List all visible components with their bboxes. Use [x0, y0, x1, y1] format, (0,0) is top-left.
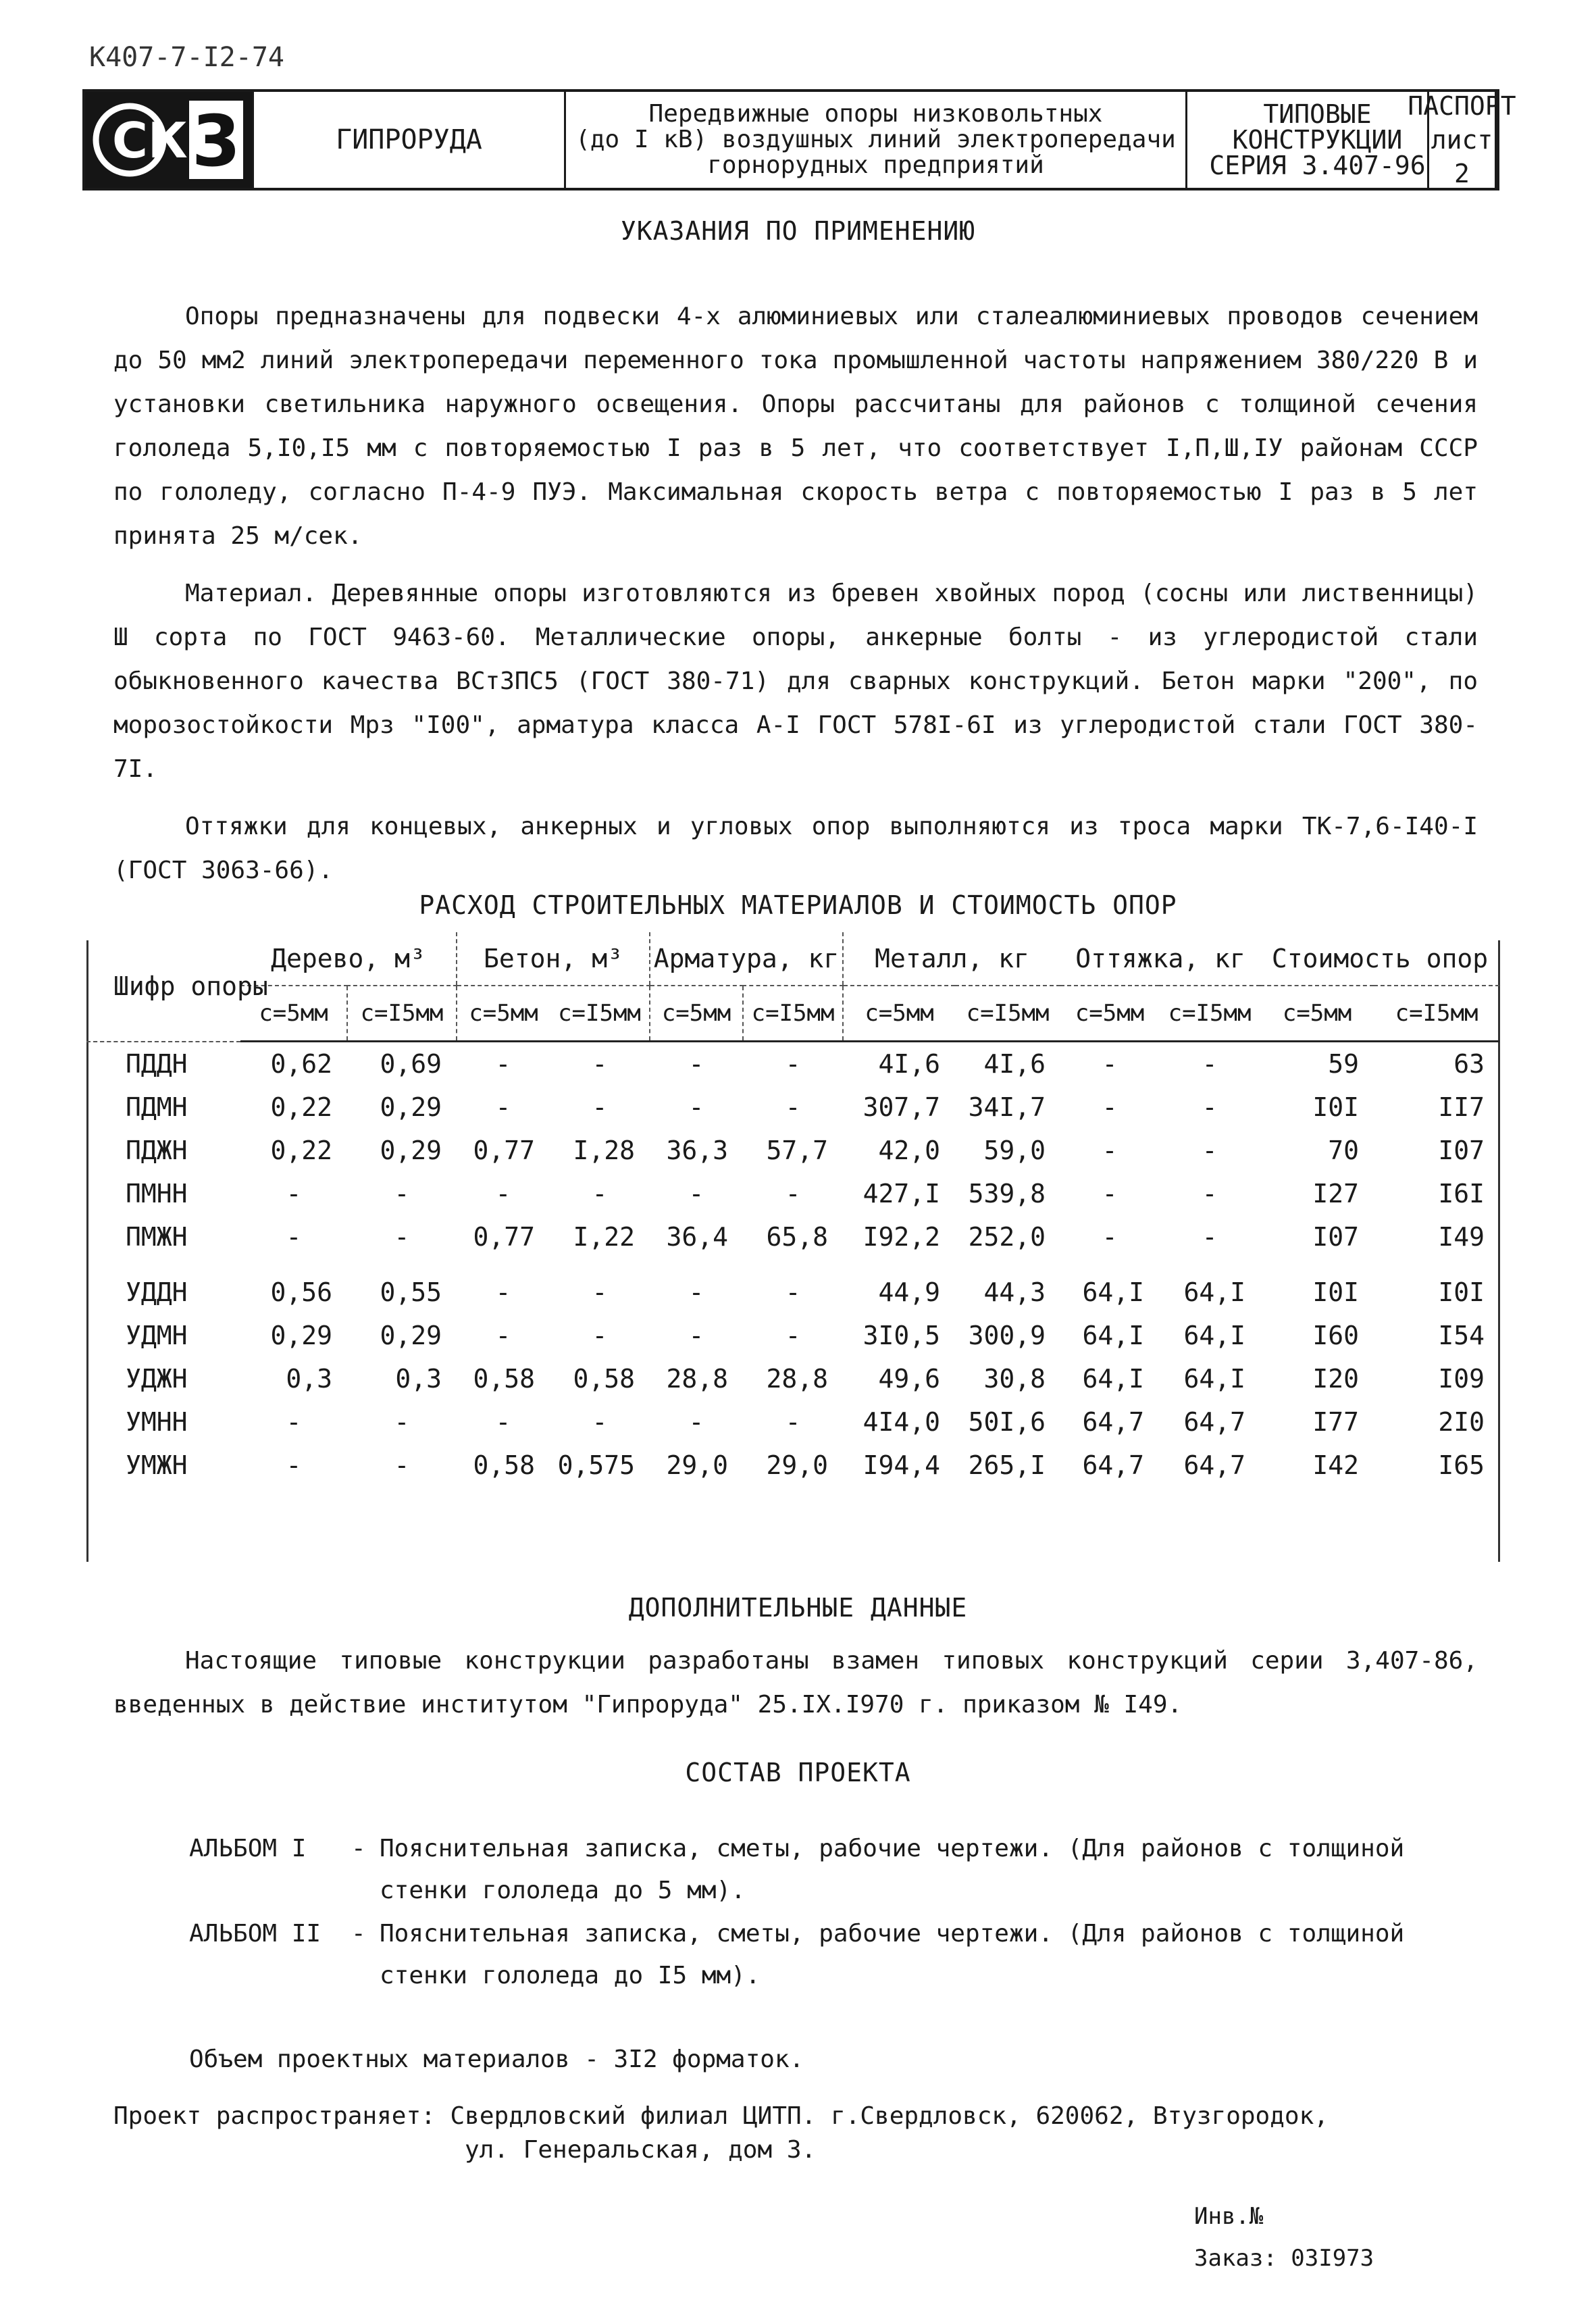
table-cell: -: [1202, 1049, 1218, 1079]
table-cell: -: [1202, 1222, 1218, 1252]
table-cell: -: [286, 1450, 302, 1480]
table-cell: 36,3: [666, 1136, 728, 1165]
table-cell: -: [495, 1277, 511, 1307]
subheader: c=5мм: [1060, 986, 1159, 1042]
table-cell: 0,29: [380, 1321, 442, 1350]
table-cell: 0,58: [573, 1364, 635, 1394]
table-cell: I07: [1312, 1222, 1360, 1252]
album-label: АЛЬБОМ I: [189, 1835, 307, 1862]
table-row: [86, 1259, 1499, 1314]
table-cell: 64,7: [1082, 1407, 1145, 1437]
table-cell: 3I0,5: [863, 1321, 941, 1350]
table-cell: 44,3: [983, 1277, 1046, 1307]
table-cell: 252,0: [968, 1222, 1046, 1252]
subheader: c=5мм: [457, 986, 550, 1042]
title-line: Передвижные опоры низковольтных: [648, 100, 1103, 128]
table-cell: 0,77: [473, 1136, 535, 1165]
table-cell: -: [592, 1179, 608, 1209]
table-cell: I42: [1312, 1450, 1360, 1480]
table-cell: I0I: [1438, 1277, 1485, 1307]
table-cell: I0I: [1312, 1092, 1360, 1122]
table-cell: 49,6: [878, 1364, 941, 1394]
group-header-wood: Дерево, м³: [240, 932, 457, 986]
table-cell: 44,9: [878, 1277, 941, 1307]
subheader: c=5мм: [1260, 986, 1374, 1042]
table-cell: 64,7: [1183, 1450, 1246, 1480]
album-item: [189, 1913, 1479, 1997]
subheader: c=I5мм: [743, 986, 843, 1042]
group-header-concrete: Бетон, м³: [457, 932, 650, 986]
album-separator: -: [351, 1835, 366, 1862]
table-cell: 4I4,0: [863, 1407, 941, 1437]
table-cell: I20: [1312, 1364, 1360, 1394]
subheader: c=I5мм: [550, 986, 650, 1042]
support-code: УДМН: [126, 1321, 188, 1350]
logo-letters: СК: [111, 112, 188, 169]
table-cell: 0,58: [473, 1450, 535, 1480]
album-description: Пояснительная записка, сметы, рабочие чертежи. (Для районов с толщиной стенки гололеда до I5 мм).: [380, 1920, 1405, 1989]
usage-paragraph: Опоры предназначены для подвески 4-х алюминиевых или сталеалюминиевых проводов сечением до 50 мм2 линий электропередачи переменного тока промышленной частоты напряжением 380/220 В и установки светильника наружного освещения. Опоры рассчитаны для районов с толщиной сечения гололеда 5,I0,I5 мм с повторяемостью I раз в 5 лет, что соответствует I,П,Ш,IУ районам СССР по гололеду, согласно П-4-9 ПУЭ. Максимальная скорость ветра с повторяемостью I раз в 5 лет принята 25 м/сек.: [113, 303, 1478, 550]
subheader: c=5мм: [650, 986, 743, 1042]
table-row: [86, 1042, 1499, 1086]
table-cell: 64,7: [1082, 1450, 1145, 1480]
series-line: СЕРИЯ 3.407-96: [1209, 151, 1426, 180]
table-cell: -: [495, 1179, 511, 1209]
table-cell: 29,0: [666, 1450, 728, 1480]
table-cell: II7: [1438, 1092, 1485, 1122]
table-cell: -: [1102, 1049, 1118, 1079]
table-cell: -: [785, 1049, 801, 1079]
logo-number: 3: [191, 100, 240, 182]
table-cell: 50I,6: [968, 1407, 1046, 1437]
table-cell: 29,0: [766, 1450, 829, 1480]
sheet-info: [1408, 91, 1516, 188]
table-cell: 64,I: [1082, 1321, 1145, 1350]
table-cell: I54: [1438, 1321, 1485, 1350]
table-cell: -: [1202, 1092, 1218, 1122]
table-cell: 30,8: [983, 1364, 1046, 1394]
table-cell: -: [688, 1049, 704, 1079]
table-cell: -: [394, 1222, 410, 1252]
table-cell: -: [1102, 1222, 1118, 1252]
table-cell: 0,62: [270, 1049, 332, 1079]
table-cell: I92,2: [863, 1222, 941, 1252]
table-cell: I0I: [1312, 1277, 1360, 1307]
table-row: [86, 1444, 1499, 1487]
subheader: c=I5мм: [1374, 986, 1499, 1042]
table-cell: 0,3: [395, 1364, 442, 1394]
organization: ГИПРОРУДА: [254, 92, 566, 188]
title-line: горнорудных предприятий: [707, 151, 1044, 179]
table-cell: 0,29: [380, 1136, 442, 1165]
support-code: ПМЖН: [126, 1222, 188, 1252]
table-cell: -: [1102, 1179, 1118, 1209]
inventory-label: Инв.№: [1194, 2203, 1264, 2230]
table-cell: 28,8: [766, 1364, 829, 1394]
album-description: Пояснительная записка, сметы, рабочие чертежи. (Для районов с толщиной стенки гололеда до 5 мм).: [380, 1835, 1405, 1904]
table-cell: 4I,6: [983, 1049, 1046, 1079]
usage-heading: УКАЗАНИЯ ПО ПРИМЕНЕНИЮ: [620, 216, 976, 246]
table-cell: 0,3: [286, 1364, 332, 1394]
table-cell: I60: [1312, 1321, 1360, 1350]
table-cell: 0,69: [380, 1049, 442, 1079]
subheader: c=5мм: [240, 986, 347, 1042]
distribution-info: [113, 2100, 1329, 2167]
table-cell: 0,58: [473, 1364, 535, 1394]
table-cell: 0,55: [380, 1277, 442, 1307]
group-header-rebar: Арматура, кг: [650, 932, 843, 986]
table-cell: I27: [1312, 1179, 1360, 1209]
sk-logo-icon: [88, 93, 250, 187]
series-line: КОНСТРУКЦИИ: [1232, 125, 1403, 155]
table-cell: 59: [1328, 1049, 1360, 1079]
table-cell: 0,77: [473, 1222, 535, 1252]
table-cell: -: [785, 1277, 801, 1307]
table-cell: 64,I: [1082, 1277, 1145, 1307]
subheader: c=5мм: [843, 986, 955, 1042]
series: [1187, 92, 1429, 188]
table-cell: -: [286, 1179, 302, 1209]
title-line: (до I кВ) воздушных линий электропередачи: [575, 126, 1176, 153]
usage-text: [113, 295, 1478, 892]
table-cell: 0,56: [270, 1277, 332, 1307]
table-row: [86, 1400, 1499, 1444]
table-cell: -: [1202, 1136, 1218, 1165]
table-cell: 42,0: [878, 1136, 941, 1165]
order-number: Заказ: 03I973: [1194, 2245, 1374, 2272]
table-cell: -: [785, 1179, 801, 1209]
table-cell: -: [592, 1092, 608, 1122]
table-cell: -: [495, 1321, 511, 1350]
table-cell: 539,8: [968, 1179, 1046, 1209]
table-cell: I49: [1438, 1222, 1485, 1252]
support-code: УМНН: [126, 1407, 188, 1437]
table-cell: 0,22: [270, 1136, 332, 1165]
album-label: АЛЬБОМ II: [189, 1920, 321, 1948]
table-cell: 307,7: [863, 1092, 941, 1122]
table-cell: 0,29: [380, 1092, 442, 1122]
table-cell: 59,0: [983, 1136, 1046, 1165]
table-cell: 63: [1453, 1049, 1485, 1079]
table-cell: -: [286, 1222, 302, 1252]
table-row: [86, 1172, 1499, 1215]
table-cell: -: [394, 1407, 410, 1437]
table-row: [86, 1357, 1499, 1400]
additional-text: [113, 1639, 1478, 1727]
table-cell: 265,I: [968, 1450, 1046, 1480]
distribution-line: Проект распространяет: Свердловский филиал ЦИТП. г.Свердловск, 620062, Втузгородок,: [113, 2102, 1329, 2130]
table-cell: I09: [1438, 1364, 1485, 1394]
subheader: c=I5мм: [347, 986, 457, 1042]
table-cell: 36,4: [666, 1222, 728, 1252]
table-cell: 0,575: [557, 1450, 635, 1480]
table-cell: 2I0: [1438, 1407, 1485, 1437]
sheet-number: лист 2: [1431, 125, 1493, 188]
table-cell: -: [495, 1407, 511, 1437]
table-cell: -: [592, 1321, 608, 1350]
table-cell: -: [495, 1092, 511, 1122]
document-code: К407-7-I2-74: [89, 42, 284, 73]
support-code: УДДН: [126, 1277, 188, 1307]
table-cell: 64,I: [1183, 1364, 1246, 1394]
support-code: ПДМН: [126, 1092, 188, 1122]
table-cell: -: [1102, 1136, 1118, 1165]
code-header: Шифр опоры: [86, 932, 240, 1042]
table-cell: 64,I: [1183, 1277, 1246, 1307]
table-cell: I77: [1312, 1407, 1360, 1437]
distribution-line: ул. Генеральская, дом 3.: [465, 2136, 817, 2164]
document-title: [566, 92, 1187, 188]
table-cell: -: [688, 1179, 704, 1209]
usage-paragraph: Материал. Деревянные опоры изготовляются из бревен хвойных пород (сосны или лиственницы) Ш сорта по ГОСТ 9463-60. Металлические опоры, анкерные болты - из углеродистой стали обыкновенного качества ВСтЗПС5 (ГОСТ 380-71) для сварных конструкций. Бетон марки "200", по морозостойкости Мрз "I00", арматура класса А-I ГОСТ 578I-6I из углеродистой стали ГОСТ 380-7I.: [113, 580, 1478, 783]
table-cell: -: [688, 1277, 704, 1307]
usage-paragraph: Оттяжки для концевых, анкерных и угловых опор выполняются из троса марки ТК-7,6-I40-I (ГОСТ 3063-66).: [113, 813, 1478, 884]
table-cell: -: [688, 1407, 704, 1437]
table-cell: I,22: [573, 1222, 635, 1252]
table-cell: -: [592, 1277, 608, 1307]
table-cell: -: [785, 1092, 801, 1122]
inventory-block: [1194, 2195, 1374, 2279]
table-cell: -: [592, 1049, 608, 1079]
support-code: ПДЖН: [126, 1136, 188, 1165]
support-code: ПМНН: [126, 1179, 188, 1209]
table-cell: -: [785, 1407, 801, 1437]
table-cell: I,28: [573, 1136, 635, 1165]
table-cell: -: [688, 1092, 704, 1122]
table-cell: -: [688, 1321, 704, 1350]
table-cell: I6I: [1438, 1179, 1485, 1209]
support-code: ПДДН: [126, 1048, 188, 1079]
table-row: [86, 1086, 1499, 1129]
table-cell: 64,I: [1082, 1364, 1145, 1394]
materials-heading: РАСХОД СТРОИТЕЛЬНЫХ МАТЕРИАЛОВ И СТОИМОСТЬ ОПОР: [419, 890, 1177, 920]
album-separator: -: [351, 1920, 366, 1948]
table-cell: -: [1102, 1092, 1118, 1122]
table-cell: -: [495, 1049, 511, 1079]
logo: [85, 92, 254, 188]
table-cell: -: [394, 1179, 410, 1209]
support-code: УМЖН: [126, 1450, 188, 1480]
group-header-guy: Оттяжка, кг: [1060, 932, 1260, 986]
title-block: [82, 89, 1516, 190]
composition-heading: СОСТАВ ПРОЕКТА: [685, 1758, 911, 1787]
table-cell: -: [592, 1407, 608, 1437]
table-cell: I07: [1438, 1136, 1485, 1165]
table-row: [86, 1314, 1499, 1357]
table-cell: 427,I: [863, 1179, 941, 1209]
additional-paragraph: Настоящие типовые конструкции разработаны взамен типовых конструкций серии 3,407-86, введенных в действие институтом "Гипроруда" 25.IX.I970 г. приказом № I49.: [113, 1647, 1478, 1719]
table-cell: 70: [1328, 1136, 1360, 1165]
album-list: [189, 1828, 1479, 1997]
table-cell: 300,9: [968, 1321, 1046, 1350]
table-cell: 4I,6: [878, 1049, 941, 1079]
table-cell: -: [394, 1450, 410, 1480]
project-volume: Объем проектных материалов - 3I2 форматок.: [189, 2045, 804, 2073]
table-cell: I65: [1438, 1450, 1485, 1480]
table-cell: 65,8: [766, 1222, 829, 1252]
group-header-cost: Стоимость опор: [1260, 932, 1499, 986]
table-cell: 64,7: [1183, 1407, 1246, 1437]
doc-type: ПАСПОРТ: [1408, 91, 1516, 121]
album-item: [189, 1828, 1479, 1912]
table-cell: -: [1202, 1179, 1218, 1209]
table-cell: -: [785, 1321, 801, 1350]
table-cell: 64,I: [1183, 1321, 1246, 1350]
subheader: c=I5мм: [955, 986, 1060, 1042]
table-cell: 57,7: [766, 1136, 829, 1165]
support-code: УДЖН: [126, 1364, 188, 1394]
table-row: [86, 1129, 1499, 1172]
subheader: c=I5мм: [1159, 986, 1260, 1042]
series-line: ТИПОВЫЕ: [1263, 99, 1372, 129]
materials-table: [86, 932, 1499, 1487]
table-cell: -: [286, 1407, 302, 1437]
table-row: [86, 1215, 1499, 1259]
table-cell: 34I,7: [968, 1092, 1046, 1122]
table-cell: 0,29: [270, 1321, 332, 1350]
group-header-metal: Металл, кг: [843, 932, 1060, 986]
table-cell: 0,22: [270, 1092, 332, 1122]
materials-table-body: [86, 1042, 1499, 1488]
table-cell: 28,8: [666, 1364, 728, 1394]
table-cell: I94,4: [863, 1450, 941, 1480]
additional-heading: ДОПОЛНИТЕЛЬНЫЕ ДАННЫЕ: [628, 1593, 968, 1623]
